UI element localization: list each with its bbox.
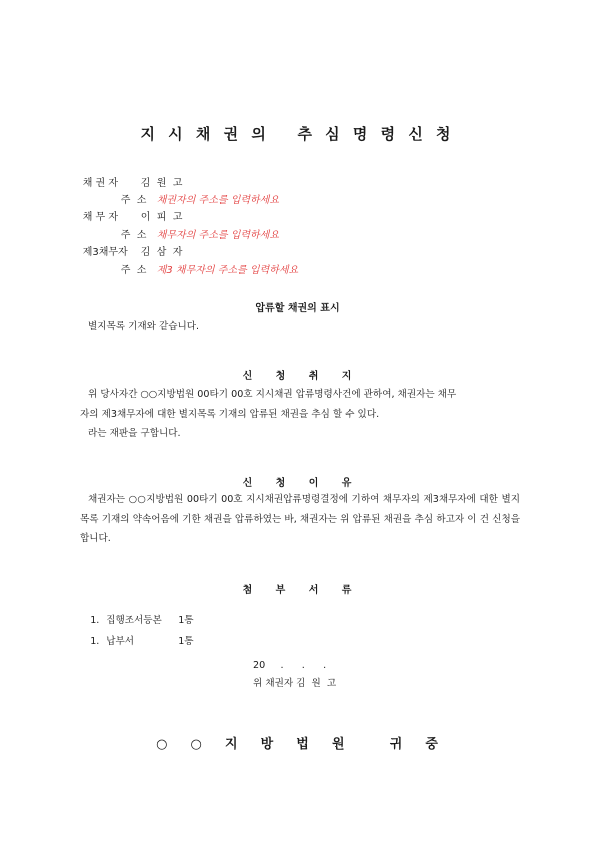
attachment-item bbox=[78, 622, 194, 658]
purpose-heading: 신 청 취 지 bbox=[242, 371, 353, 382]
creditor-label: 채 권 자 bbox=[82, 178, 119, 189]
third-debtor-name: 김 삼 자 bbox=[140, 247, 183, 258]
reason-text: 채권자는 ○○지방법원 00타기 00호 지시채권압류명령결정에 기하여 채무자의 제3채무자에 대한 별지목록 기재의 약속어음에 기한 채권을 압류하였는 바, 채권자는 위 압류된 채권을 추심 하고자 이 건 신청을 합니다. bbox=[80, 494, 520, 544]
document-title: 지 시 채 권 의 추 심 명 령 신 청 bbox=[140, 125, 455, 143]
signature-date: 20 . . . bbox=[253, 660, 327, 671]
creditor-name: 김 원 고 bbox=[140, 178, 183, 189]
attachment-qty: 1통 bbox=[178, 615, 194, 626]
third-debtor-address-label: 주 소 bbox=[120, 265, 147, 276]
debtor-label: 채 무 자 bbox=[82, 212, 119, 223]
seizure-text: 별지목록 기재와 같습니다. bbox=[88, 321, 200, 332]
seizure-heading: 압류할 채권의 표시 bbox=[255, 303, 340, 314]
court-addressee: ○ ○ 지 방 법 원 귀 중 bbox=[156, 737, 439, 752]
debtor-name: 이 피 고 bbox=[140, 212, 183, 223]
purpose-line-1: 위 당사자간 ○○지방법원 00타기 00호 지시채권 압류명령사건에 관하여, 채권자는 채무 bbox=[88, 389, 457, 400]
debtor-address-field[interactable]: 채무자의 주소를 입력하세요 bbox=[156, 230, 279, 241]
attachment-qty: 1통 bbox=[178, 636, 194, 647]
third-debtor-address-row bbox=[108, 253, 298, 289]
purpose-line-2: 자의 제3채무자에 대한 별지목록 기재의 압류된 채권을 추심 할 수 있다. bbox=[80, 409, 380, 420]
third-debtor-address-field[interactable]: 제3 채무자의 주소를 입력하세요 bbox=[156, 265, 299, 276]
debtor-address-label: 주 소 bbox=[120, 230, 147, 241]
third-debtor-label: 제3채무자 bbox=[82, 247, 128, 258]
reason-heading: 신 청 이 유 bbox=[242, 478, 353, 489]
reason-paragraph bbox=[80, 490, 520, 549]
creditor-address-label: 주 소 bbox=[120, 195, 147, 206]
attachment-name: 납부서 bbox=[106, 636, 135, 647]
attachments-heading: 첨 부 서 류 bbox=[242, 585, 353, 596]
signature-signer: 위 채권자 김 원 고 bbox=[253, 678, 337, 689]
purpose-line-3: 라는 재판을 구합니다. bbox=[88, 428, 181, 439]
attachment-number: 1. bbox=[90, 615, 100, 626]
creditor-address-field[interactable]: 채권자의 주소를 입력하세요 bbox=[156, 195, 279, 206]
attachment-number: 1. bbox=[90, 636, 100, 647]
attachment-name: 집행조서등본 bbox=[106, 615, 162, 626]
